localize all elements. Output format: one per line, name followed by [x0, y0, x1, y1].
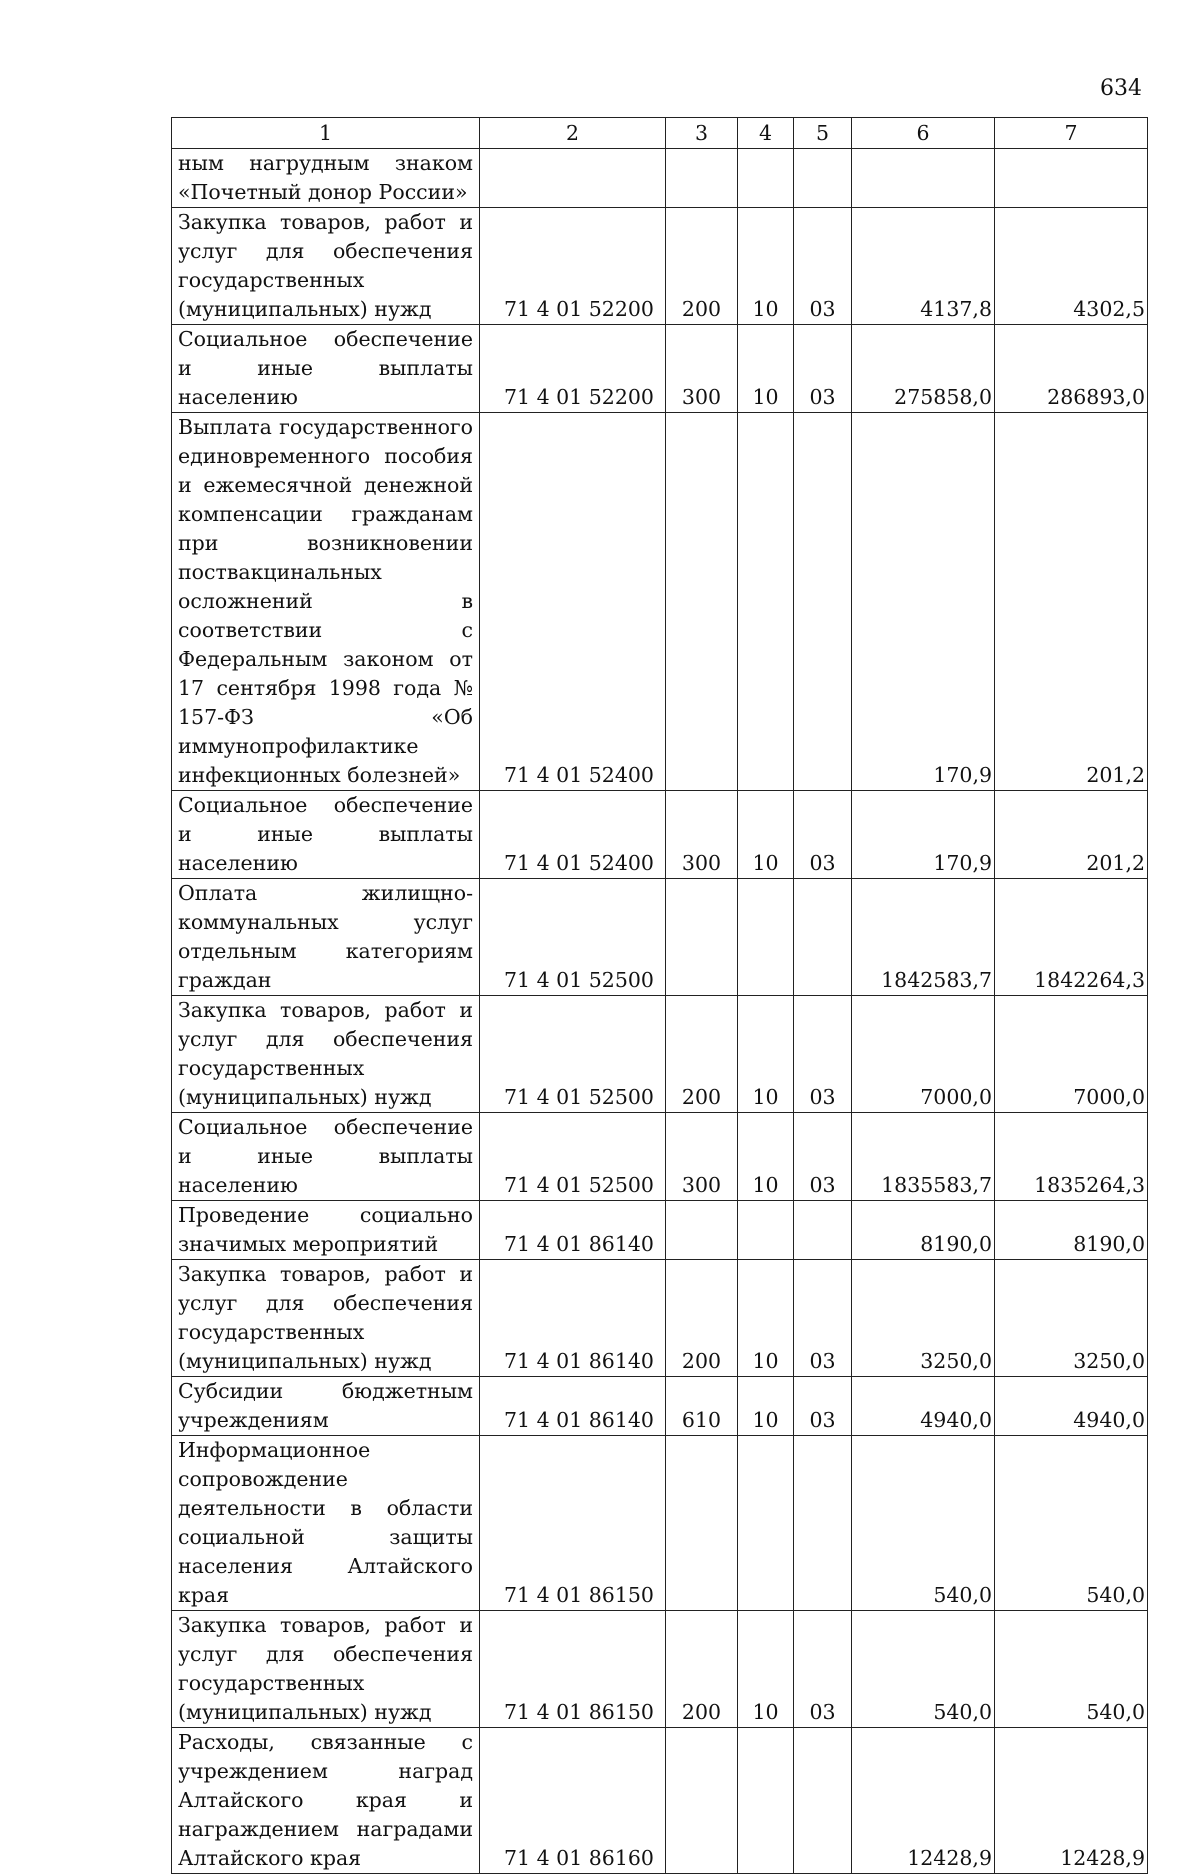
- row-subsection: [794, 413, 852, 791]
- row-section: [738, 1728, 794, 1874]
- row-amount-1: 275858,0: [852, 325, 995, 413]
- row-target-code: 71 4 01 86140: [480, 1260, 666, 1377]
- table-row: [172, 879, 1148, 996]
- row-expense-type: 610: [666, 1377, 738, 1436]
- row-target-code: 71 4 01 86150: [480, 1436, 666, 1611]
- row-section: 10: [738, 1260, 794, 1377]
- column-header: 4: [738, 118, 794, 149]
- row-expense-type: 200: [666, 1611, 738, 1728]
- row-amount-1: 170,9: [852, 413, 995, 791]
- row-description: Информационное сопровождение деятельности в области социальной защиты населения Алтайского края: [172, 1436, 480, 1611]
- column-header: 7: [995, 118, 1148, 149]
- column-header: 1: [172, 118, 480, 149]
- row-expense-type: [666, 1728, 738, 1874]
- row-amount-1: 1842583,7: [852, 879, 995, 996]
- row-amount-1: 540,0: [852, 1436, 995, 1611]
- row-section: 10: [738, 325, 794, 413]
- row-section: [738, 149, 794, 208]
- row-amount-1: 4940,0: [852, 1377, 995, 1436]
- row-amount-2: 540,0: [995, 1611, 1148, 1728]
- row-amount-1: 8190,0: [852, 1201, 995, 1260]
- row-subsection: 03: [794, 1611, 852, 1728]
- table-row: [172, 413, 1148, 791]
- row-expense-type: 300: [666, 325, 738, 413]
- row-amount-2: 1835264,3: [995, 1113, 1148, 1201]
- column-header: 5: [794, 118, 852, 149]
- row-description: Выплата государственного единовременного пособия и ежемесячной денежной компенсации гражданам при возникновении поствакцинальных осложнений в соответствии с Федеральным законом от 17 сентября 1998 года № 157-ФЗ «Об иммунопрофилактике инфекционных болезней»: [172, 413, 480, 791]
- row-expense-type: 300: [666, 791, 738, 879]
- row-expense-type: [666, 1201, 738, 1260]
- row-description: ным нагрудным знаком «Почетный донор России»: [172, 149, 480, 208]
- row-amount-1: 3250,0: [852, 1260, 995, 1377]
- row-target-code: 71 4 01 86150: [480, 1611, 666, 1728]
- row-amount-2: 8190,0: [995, 1201, 1148, 1260]
- row-target-code: 71 4 01 52200: [480, 325, 666, 413]
- table-row: [172, 1113, 1148, 1201]
- row-expense-type: 200: [666, 208, 738, 325]
- row-target-code: 71 4 01 52500: [480, 1113, 666, 1201]
- table-row: [172, 1260, 1148, 1377]
- row-expense-type: [666, 413, 738, 791]
- row-amount-2: 7000,0: [995, 996, 1148, 1113]
- row-section: [738, 413, 794, 791]
- row-amount-1: [852, 149, 995, 208]
- table-row: [172, 1201, 1148, 1260]
- budget-table: [171, 117, 1148, 1874]
- row-amount-2: 12428,9: [995, 1728, 1148, 1874]
- row-description: Социальное обеспечение и иные выплаты населению: [172, 325, 480, 413]
- row-target-code: 71 4 01 86140: [480, 1201, 666, 1260]
- row-amount-2: 286893,0: [995, 325, 1148, 413]
- row-subsection: 03: [794, 208, 852, 325]
- row-subsection: 03: [794, 325, 852, 413]
- table-row: [172, 1377, 1148, 1436]
- table-row: [172, 1728, 1148, 1874]
- row-expense-type: [666, 879, 738, 996]
- row-description: Закупка товаров, работ и услуг для обеспечения государственных (муниципальных) нужд: [172, 1260, 480, 1377]
- row-amount-1: 7000,0: [852, 996, 995, 1113]
- table-row: [172, 1611, 1148, 1728]
- table-row: [172, 791, 1148, 879]
- row-section: 10: [738, 791, 794, 879]
- row-target-code: 71 4 01 86160: [480, 1728, 666, 1874]
- row-section: [738, 1436, 794, 1611]
- table-row: [172, 1436, 1148, 1611]
- row-section: [738, 879, 794, 996]
- row-subsection: 03: [794, 1260, 852, 1377]
- row-amount-1: 1835583,7: [852, 1113, 995, 1201]
- row-amount-2: 540,0: [995, 1436, 1148, 1611]
- row-subsection: [794, 149, 852, 208]
- row-expense-type: 200: [666, 1260, 738, 1377]
- row-amount-1: 4137,8: [852, 208, 995, 325]
- column-header: 3: [666, 118, 738, 149]
- table-header-row: [172, 118, 1148, 149]
- row-description: Проведение социально значимых мероприятий: [172, 1201, 480, 1260]
- row-subsection: [794, 1728, 852, 1874]
- row-description: Социальное обеспечение и иные выплаты населению: [172, 791, 480, 879]
- row-amount-1: 12428,9: [852, 1728, 995, 1874]
- row-description: Субсидии бюджетным учреждениям: [172, 1377, 480, 1436]
- row-expense-type: [666, 1436, 738, 1611]
- row-expense-type: [666, 149, 738, 208]
- row-amount-2: 201,2: [995, 791, 1148, 879]
- row-subsection: 03: [794, 791, 852, 879]
- row-description: Расходы, связанные с учреждением наград Алтайского края и награждением наградами Алтайского края: [172, 1728, 480, 1874]
- row-section: 10: [738, 208, 794, 325]
- row-amount-1: 170,9: [852, 791, 995, 879]
- row-subsection: 03: [794, 1113, 852, 1201]
- table-row: [172, 208, 1148, 325]
- row-section: [738, 1201, 794, 1260]
- row-subsection: [794, 1436, 852, 1611]
- row-subsection: 03: [794, 1377, 852, 1436]
- table-row: [172, 325, 1148, 413]
- row-target-code: [480, 149, 666, 208]
- row-description: Социальное обеспечение и иные выплаты населению: [172, 1113, 480, 1201]
- row-description: Оплата жилищно-коммунальных услуг отдельным категориям граждан: [172, 879, 480, 996]
- row-subsection: [794, 879, 852, 996]
- page-number: 634: [1100, 76, 1142, 101]
- row-amount-2: [995, 149, 1148, 208]
- row-target-code: 71 4 01 52500: [480, 996, 666, 1113]
- row-amount-2: 4940,0: [995, 1377, 1148, 1436]
- row-section: 10: [738, 1611, 794, 1728]
- row-description: Закупка товаров, работ и услуг для обеспечения государственных (муниципальных) нужд: [172, 1611, 480, 1728]
- row-description: Закупка товаров, работ и услуг для обеспечения государственных (муниципальных) нужд: [172, 996, 480, 1113]
- row-target-code: 71 4 01 52200: [480, 208, 666, 325]
- row-section: 10: [738, 1113, 794, 1201]
- row-target-code: 71 4 01 86140: [480, 1377, 666, 1436]
- row-subsection: [794, 1201, 852, 1260]
- row-target-code: 71 4 01 52500: [480, 879, 666, 996]
- row-amount-2: 4302,5: [995, 208, 1148, 325]
- row-section: 10: [738, 1377, 794, 1436]
- column-header: 6: [852, 118, 995, 149]
- row-target-code: 71 4 01 52400: [480, 413, 666, 791]
- row-amount-2: 201,2: [995, 413, 1148, 791]
- row-subsection: 03: [794, 996, 852, 1113]
- table-row: [172, 996, 1148, 1113]
- row-amount-2: 1842264,3: [995, 879, 1148, 996]
- row-expense-type: 200: [666, 996, 738, 1113]
- row-target-code: 71 4 01 52400: [480, 791, 666, 879]
- row-description: Закупка товаров, работ и услуг для обеспечения государственных (муниципальных) нужд: [172, 208, 480, 325]
- row-section: 10: [738, 996, 794, 1113]
- row-expense-type: 300: [666, 1113, 738, 1201]
- table-row: [172, 149, 1148, 208]
- column-header: 2: [480, 118, 666, 149]
- row-amount-1: 540,0: [852, 1611, 995, 1728]
- row-amount-2: 3250,0: [995, 1260, 1148, 1377]
